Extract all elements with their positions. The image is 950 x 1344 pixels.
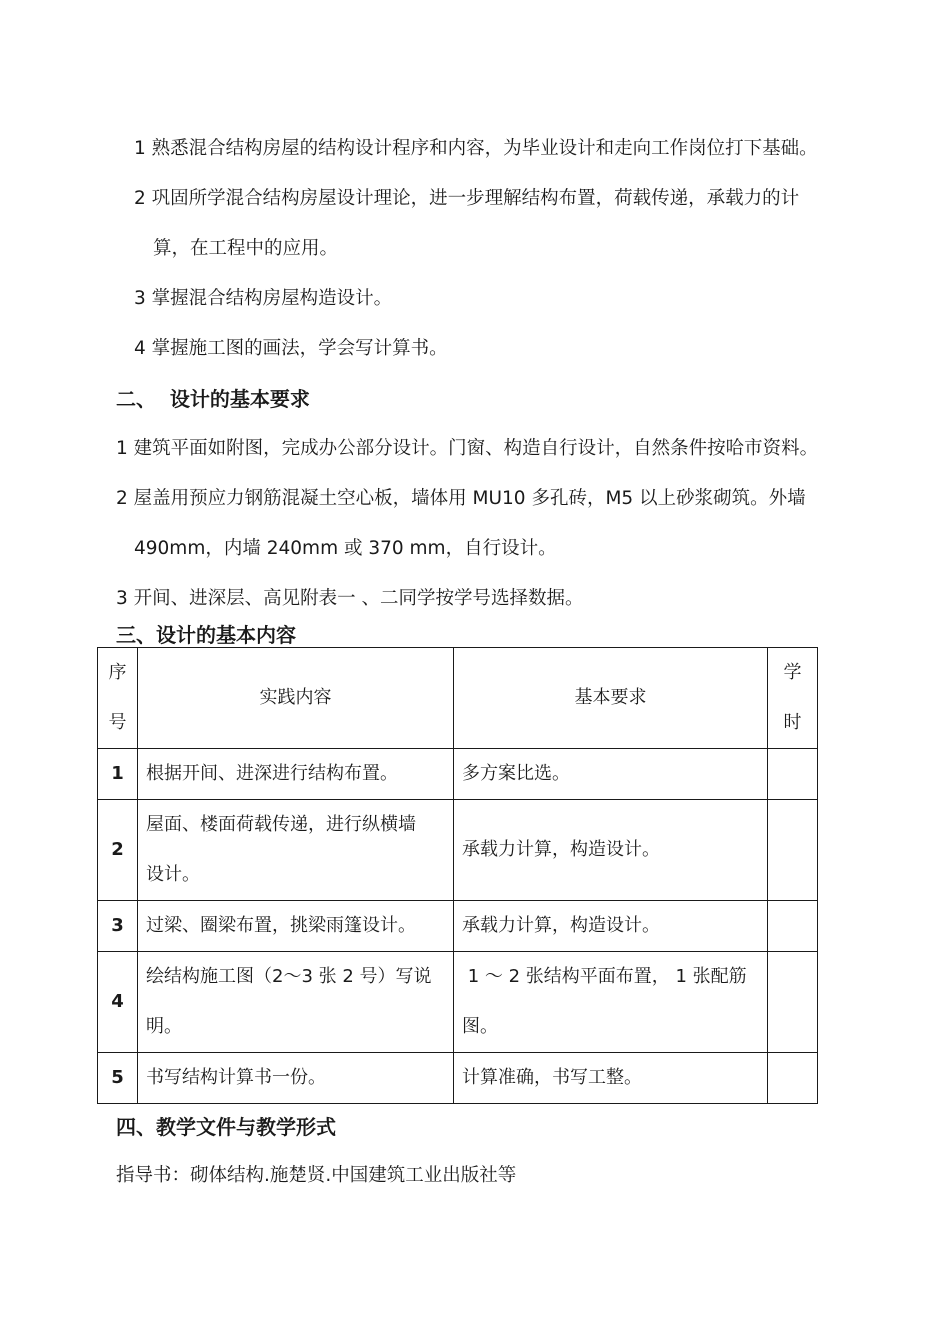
content-table <box>97 647 818 1104</box>
row-content-line: 过梁、圈梁布置，挑梁雨篷设计。 <box>146 915 416 936</box>
row-content <box>138 749 454 800</box>
section-3-heading: 三、设计的基本内容 <box>116 623 296 647</box>
requirement-2-cont: 490mm，内墙 240mm 或 370 mm，自行设计。 <box>134 538 557 559</box>
row-content-line: 根据开间、进深进行结构布置。 <box>146 763 398 784</box>
row-hours <box>768 749 818 800</box>
row-content <box>138 1053 454 1104</box>
row-requirement <box>454 800 768 901</box>
row-number: 4 <box>98 952 138 1053</box>
row-requirement-line: 承载力计算，构造设计。 <box>462 915 660 936</box>
objective-1: 1 熟悉混合结构房屋的结构设计程序和内容，为毕业设计和走向工作岗位打下基础。 <box>134 138 818 159</box>
table-row <box>98 901 818 952</box>
row-hours <box>768 1053 818 1104</box>
requirement-3: 3 开间、进深层、高见附表一 、二同学按学号选择数据。 <box>116 588 584 609</box>
row-requirement-line: 1 ～ 2 张结构平面布置， 1 张配筋 <box>462 966 747 987</box>
row-number: 2 <box>98 800 138 901</box>
objective-2: 2 巩固所学混合结构房屋设计理论，进一步理解结构布置，荷载传递，承载力的计 <box>134 188 800 209</box>
row-requirement-line: 多方案比选。 <box>462 763 570 784</box>
objective-3: 3 掌握混合结构房屋构造设计。 <box>134 288 393 309</box>
row-requirement-line: 承载力计算，构造设计。 <box>462 839 660 860</box>
row-number: 5 <box>98 1053 138 1104</box>
table-row <box>98 952 818 1053</box>
header-hours <box>768 648 818 749</box>
row-hours <box>768 952 818 1053</box>
row-requirement <box>454 1053 768 1104</box>
requirement-2: 2 屋盖用预应力钢筋混凝土空心板，墙体用 MU10 多孔砖，M5 以上砂浆砌筑。外墙 <box>116 488 806 509</box>
header-seq-top: 序 <box>108 662 127 683</box>
row-hours <box>768 800 818 901</box>
requirement-1: 1 建筑平面如附图，完成办公部分设计。门窗、构造自行设计，自然条件按哈市资料。 <box>116 438 819 459</box>
table-row <box>98 800 818 901</box>
header-hours-top: 学 <box>783 662 802 683</box>
objective-2-cont: 算，在工程中的应用。 <box>153 238 339 259</box>
row-content <box>138 952 454 1053</box>
row-number: 3 <box>98 901 138 952</box>
row-number: 1 <box>98 749 138 800</box>
row-requirement <box>454 901 768 952</box>
header-seq <box>98 648 138 749</box>
section-4-heading: 四、教学文件与教学形式 <box>116 1115 336 1139</box>
section-2-heading: 二、 设计的基本要求 <box>116 387 310 411</box>
row-requirement-line: 计算准确，书写工整。 <box>462 1067 642 1088</box>
table-row <box>98 749 818 800</box>
row-content-line: 明。 <box>146 1016 182 1037</box>
row-content-line: 屋面、楼面荷载传递，进行纵横墙 <box>146 814 416 835</box>
row-content <box>138 800 454 901</box>
row-content-line: 设计。 <box>146 864 200 885</box>
table-row <box>98 1053 818 1104</box>
header-requirement: 基本要求 <box>454 648 768 749</box>
row-content-line: 绘结构施工图（2～3 张 2 号）写说 <box>146 966 432 987</box>
row-hours <box>768 901 818 952</box>
header-seq-bottom: 号 <box>108 712 127 733</box>
row-requirement <box>454 749 768 800</box>
row-requirement <box>454 952 768 1053</box>
table-header-row <box>98 648 818 749</box>
guidebook-line: 指导书：砌体结构.施楚贤.中国建筑工业出版社等 <box>116 1165 517 1186</box>
row-content-line: 书写结构计算书一份。 <box>146 1067 326 1088</box>
header-content: 实践内容 <box>138 648 454 749</box>
row-content <box>138 901 454 952</box>
objective-4: 4 掌握施工图的画法，学会写计算书。 <box>134 338 448 359</box>
header-hours-bottom: 时 <box>783 712 802 733</box>
row-requirement-line: 图。 <box>462 1016 498 1037</box>
